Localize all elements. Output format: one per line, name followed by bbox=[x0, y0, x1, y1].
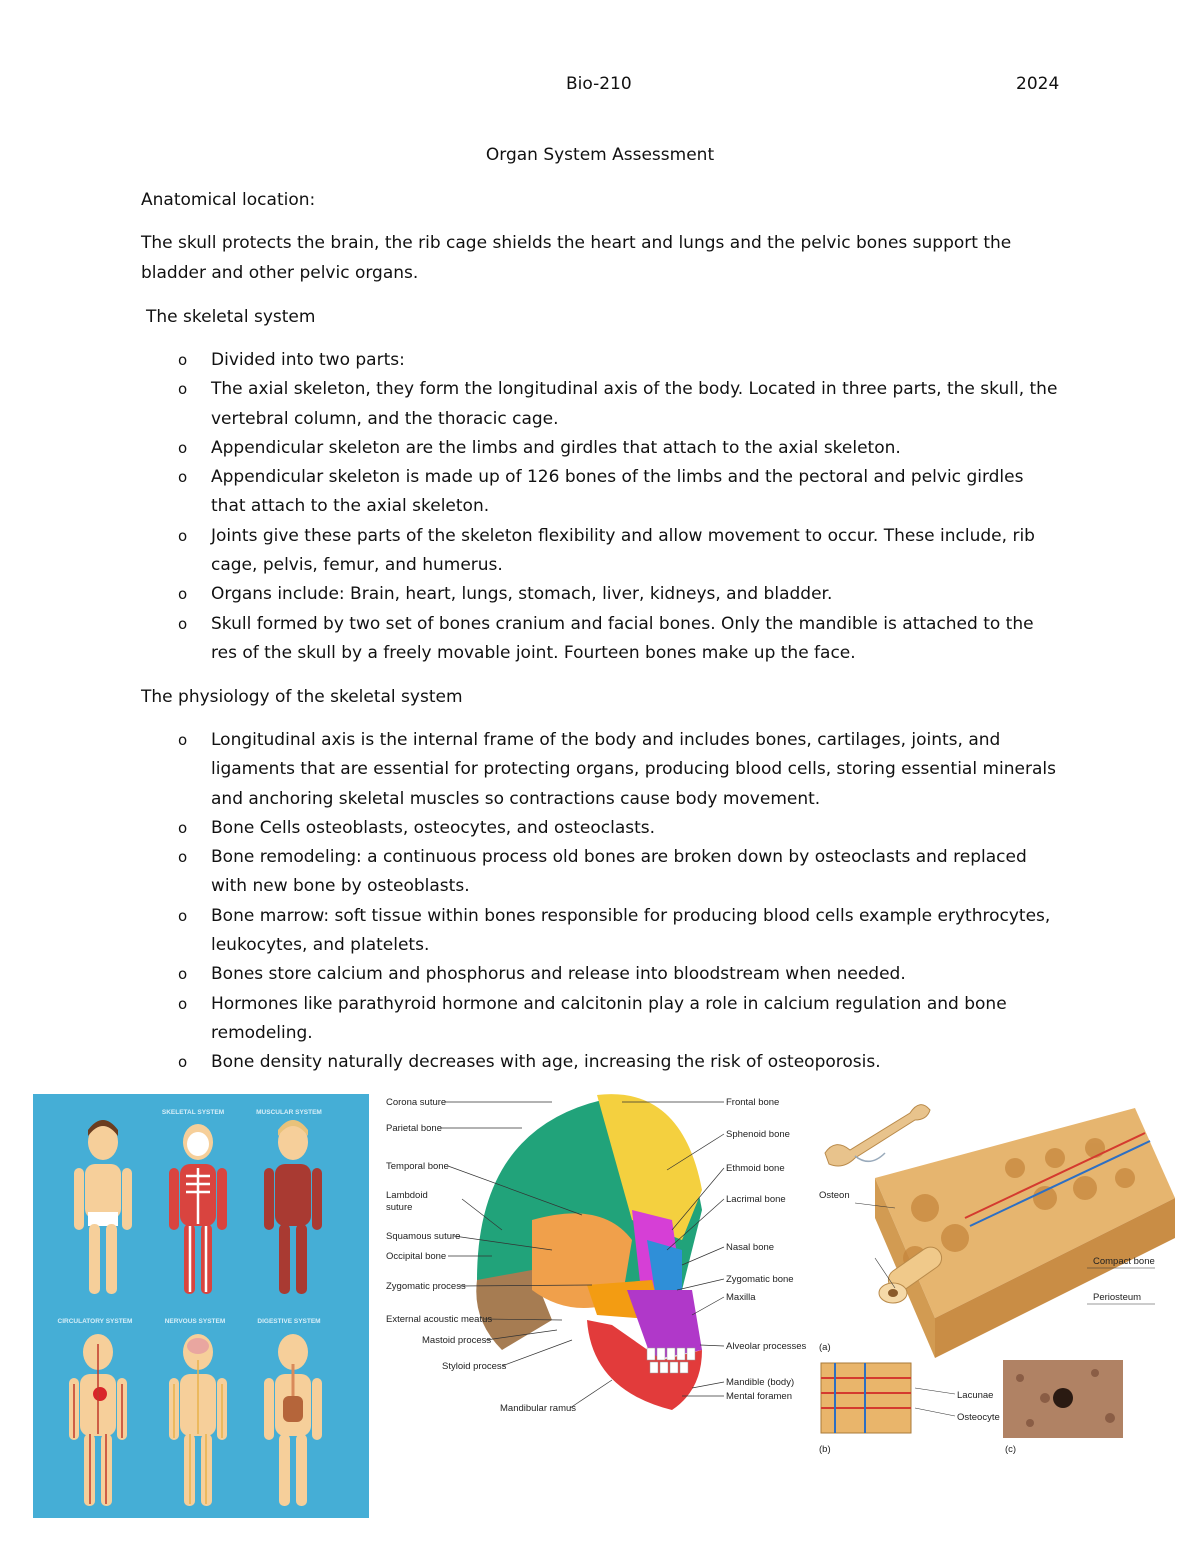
list-item: o Hormones like parathyroid hormone and calcitonin play a role in calcium regulation and bone remodeling. bbox=[141, 990, 1061, 1049]
svg-text:(a): (a) bbox=[819, 1342, 831, 1353]
figure-skeletal bbox=[169, 1124, 227, 1294]
skeletal-heading: The skeletal system bbox=[146, 307, 316, 327]
bullet: o bbox=[178, 585, 188, 604]
figure-digestive bbox=[264, 1334, 322, 1506]
list-item: o Divided into two parts: bbox=[141, 346, 1061, 375]
fig1-label: NERVOUS SYSTEM bbox=[164, 1318, 226, 1325]
bullet: o bbox=[178, 848, 188, 867]
svg-text:Temporal bone: Temporal bone bbox=[386, 1161, 449, 1172]
body-systems-illustration bbox=[33, 1094, 369, 1518]
list-item: o Joints give these parts of the skeleton flexibility and allow movement to occur. These include, rib cage, pelvis, femur, and humerus. bbox=[141, 522, 1061, 581]
physiology-heading: The physiology of the skeletal system bbox=[141, 687, 463, 707]
figure-nervous bbox=[169, 1334, 227, 1506]
list-item: o Appendicular skeleton is made up of 126 bones of the limbs and the pectoral and pelvic girdles that attach to the axial skeleton. bbox=[141, 463, 1061, 522]
svg-text:Periosteum: Periosteum bbox=[1093, 1292, 1142, 1303]
bullet: o bbox=[178, 380, 188, 399]
svg-text:Mandible (body): Mandible (body) bbox=[726, 1377, 795, 1388]
svg-text:Maxilla: Maxilla bbox=[726, 1292, 756, 1303]
svg-text:suture: suture bbox=[386, 1202, 413, 1213]
bullet: o bbox=[178, 1053, 188, 1072]
list-item: o Organs include: Brain, heart, lungs, stomach, liver, kidneys, and bladder. bbox=[141, 580, 1061, 609]
list-item: o Bone Cells osteoblasts, osteocytes, and osteoclasts. bbox=[141, 814, 1061, 843]
svg-text:Zygomatic process: Zygomatic process bbox=[386, 1281, 466, 1292]
bullet: o bbox=[178, 526, 188, 545]
list-item: o Appendicular skeleton are the limbs and girdles that attach to the axial skeleton. bbox=[141, 434, 1061, 463]
bullet: o bbox=[178, 965, 188, 984]
fig1-label: SKELETAL SYSTEM bbox=[161, 1109, 225, 1116]
list-item: o Longitudinal axis is the internal frame of the body and includes bones, cartilages, joints, and ligaments that are essential for protecting organs, producing blood cells, storing essential minerals and anchoring skeletal muscles so contractions cause body movement. bbox=[141, 726, 1061, 814]
figure-plain bbox=[74, 1120, 132, 1294]
svg-text:Squamous suture: Squamous suture bbox=[386, 1231, 461, 1242]
anatomical-heading: Anatomical location: bbox=[141, 190, 316, 210]
list-item: o Bones store calcium and phosphorus and release into bloodstream when needed. bbox=[141, 960, 1061, 989]
svg-text:Osteon: Osteon bbox=[819, 1190, 850, 1201]
figure-circulatory bbox=[69, 1334, 127, 1506]
list-item: o Bone marrow: soft tissue within bones responsible for producing blood cells example erythrocytes, leukocytes, and platelets. bbox=[141, 902, 1061, 961]
svg-text:Alveolar processes: Alveolar processes bbox=[726, 1341, 807, 1352]
list-item: o Skull formed by two set of bones cranium and facial bones. Only the mandible is attached to the res of the skull by a freely movable joint. Fourteen bones make up the face. bbox=[141, 610, 1061, 669]
svg-text:Frontal bone: Frontal bone bbox=[726, 1097, 780, 1108]
bullet: o bbox=[178, 731, 188, 749]
bullet: o bbox=[178, 468, 188, 487]
svg-text:Mental foramen: Mental foramen bbox=[726, 1391, 793, 1402]
bullet: o bbox=[178, 614, 188, 633]
svg-text:Lambdoid: Lambdoid bbox=[386, 1190, 428, 1201]
bone-structure-diagram bbox=[815, 1098, 1185, 1458]
bullet: o bbox=[178, 994, 188, 1013]
fig1-label: MUSCULAR SYSTEM bbox=[256, 1109, 322, 1116]
anatomical-text: The skull protects the brain, the rib cage shields the heart and lungs and the pelvic bones support the bladder and other pelvic organs. bbox=[141, 233, 1012, 283]
page-title: Organ System Assessment bbox=[485, 145, 715, 165]
list-item: o Bone remodeling: a continuous process old bones are broken down by osteoclasts and replaced with new bone by osteoblasts. bbox=[141, 843, 1061, 902]
svg-text:Lacunae: Lacunae bbox=[957, 1390, 994, 1401]
physiology-list bbox=[141, 726, 1061, 1078]
svg-text:Osteocyte: Osteocyte bbox=[957, 1412, 1000, 1423]
svg-text:Ethmoid bone: Ethmoid bone bbox=[726, 1163, 785, 1174]
fig1-label: CIRCULATORY SYSTEM bbox=[57, 1318, 133, 1325]
svg-text:Lacrimal bone: Lacrimal bone bbox=[726, 1194, 786, 1205]
skeletal-list bbox=[141, 346, 1061, 668]
bullet: o bbox=[178, 906, 188, 925]
list-item: o Bone density naturally decreases with age, increasing the risk of osteoporosis. bbox=[141, 1048, 1061, 1077]
bullet: o bbox=[178, 438, 188, 457]
bullet: o bbox=[178, 351, 188, 369]
svg-text:External acoustic meatus: External acoustic meatus bbox=[386, 1314, 493, 1325]
svg-text:Sphenoid bone: Sphenoid bone bbox=[726, 1129, 790, 1140]
svg-text:Styloid process: Styloid process bbox=[442, 1361, 507, 1372]
svg-text:Zygomatic bone: Zygomatic bone bbox=[726, 1274, 794, 1285]
svg-text:Mastoid process: Mastoid process bbox=[422, 1335, 492, 1346]
svg-text:Compact bone: Compact bone bbox=[1093, 1256, 1155, 1267]
bullet: o bbox=[178, 818, 188, 837]
fig1-label: DIGESTIVE SYSTEM bbox=[257, 1318, 321, 1325]
svg-text:Parietal bone: Parietal bone bbox=[386, 1123, 442, 1134]
svg-text:(b): (b) bbox=[819, 1444, 831, 1455]
header-course: Bio-210 bbox=[566, 74, 632, 94]
svg-text:Mandibular ramus: Mandibular ramus bbox=[500, 1403, 577, 1414]
list-item: o The axial skeleton, they form the longitudinal axis of the body. Located in three parts, the skull, the vertebral column, and the thoracic cage. bbox=[141, 375, 1061, 434]
svg-text:(c): (c) bbox=[1005, 1444, 1017, 1455]
skull-diagram bbox=[382, 1090, 812, 1420]
svg-text:Corona suture: Corona suture bbox=[386, 1097, 447, 1108]
svg-text:Occipital bone: Occipital bone bbox=[386, 1251, 447, 1262]
header-year: 2024 bbox=[1016, 74, 1060, 94]
figure-muscular bbox=[264, 1120, 322, 1294]
svg-text:Nasal bone: Nasal bone bbox=[726, 1242, 775, 1253]
